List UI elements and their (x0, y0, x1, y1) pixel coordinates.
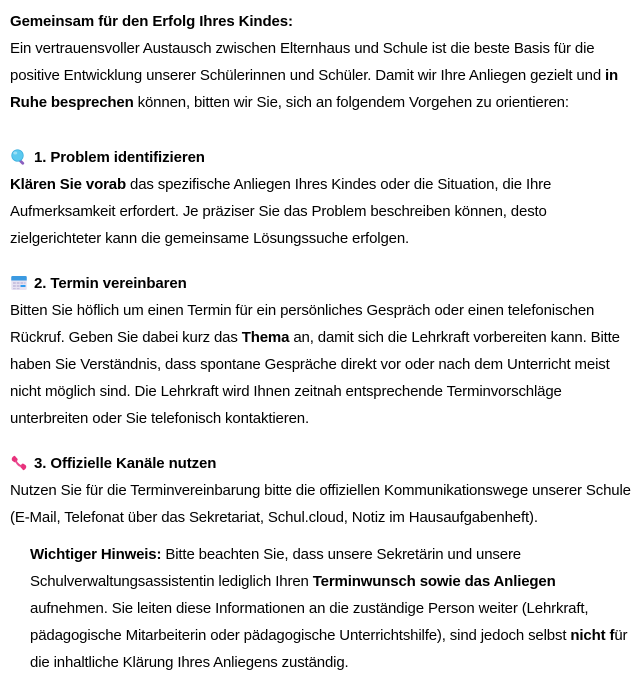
important-note-part3: ür die inhaltliche Klärung Ihres Anliegens zuständig. (30, 627, 628, 671)
page-title: Gemeinsam für den Erfolg Ihres Kindes: (10, 13, 293, 30)
magnifying-glass-icon (10, 148, 28, 166)
telephone-receiver-icon (10, 454, 28, 472)
section-2-body-part1: Bitten Sie höflich um einen Termin für ein persönliches Gespräch oder einen telefonischen Rückruf. Geben Sie dabei kurz das (10, 302, 595, 346)
section-termin-vereinbaren (10, 270, 635, 432)
intro-text-part1: Ein vertrauensvoller Austausch zwischen Elternhaus und Schule ist die beste Basis für die positive Entwicklung unserer Schülerinnen und Schüler. Damit wir Ihre Anliegen gezielt und (10, 40, 606, 84)
important-note (30, 541, 635, 676)
section-2-title: 2. Termin vereinbaren (34, 275, 187, 292)
section-2-heading (10, 270, 635, 297)
section-3-heading (10, 450, 635, 477)
spacer (10, 116, 635, 144)
important-note-part1: Bitte beachten Sie, dass unsere Sekretärin und unsere Schulverwaltungsassistentin lediglich Ihren (30, 546, 521, 590)
spacer (10, 252, 635, 270)
important-note-block (30, 541, 635, 676)
section-1-body-emphasis: Klären Sie vorab (10, 176, 126, 193)
spacer (10, 432, 635, 450)
intro-block (10, 8, 635, 116)
section-offizielle-kanaele (10, 450, 635, 531)
section-1-heading (10, 144, 635, 171)
important-note-emphasis-2: nicht f (570, 627, 615, 644)
section-3-title: 3. Offizielle Kanäle nutzen (34, 455, 217, 472)
intro-text-emphasis: in Ruhe besprechen (10, 67, 619, 111)
section-1-body (10, 171, 635, 252)
section-2-body-part2: an, damit sich die Lehrkraft vorbereiten kann. Bitte haben Sie Verständnis, dass spontane Gespräche direkt vor oder nach dem Unterricht meist nicht möglich sind. Die Lehrkraft wird Ihnen zeitnah entsprechende Terminvorschläge unterbreiten oder Sie telefonisch kontaktieren. (10, 329, 620, 427)
important-note-part2: aufnehmen. Sie leiten diese Informationen an die zuständige Person weiter (Lehrkraft, pädagogische Mitarbeiterin oder pädagogische Unterrichtshilfe), sind jedoch selbst (30, 600, 589, 644)
section-problem-identifizieren (10, 144, 635, 252)
intro-paragraph (10, 35, 635, 116)
important-note-label: Wichtiger Hinweis: (30, 546, 162, 563)
spacer (10, 531, 635, 541)
section-2-body (10, 297, 635, 432)
important-note-emphasis-1: Terminwunsch sowie das Anliegen (312, 573, 556, 590)
section-1-title: 1. Problem identifizieren (34, 149, 205, 166)
calendar-icon (10, 274, 28, 292)
intro-text-part2: können, bitten wir Sie, sich an folgendem Vorgehen zu orientieren: (133, 94, 569, 111)
section-1-body-text: das spezifische Anliegen Ihres Kindes oder die Situation, die Ihre Aufmerksamkeit erfordert. Je präziser Sie das Problem beschreiben können, desto zielgerichteter kann die gemeinsame Lösungssuche erfolgen. (10, 176, 552, 247)
section-2-body-emphasis: Thema (241, 329, 290, 346)
section-3-body: Nutzen Sie für die Terminvereinbarung bitte die offiziellen Kommunikationswege unserer Schule (E-Mail, Telefonat über das Sekretariat, Schul.cloud, Notiz im Hausaufgabenheft). (10, 482, 631, 526)
